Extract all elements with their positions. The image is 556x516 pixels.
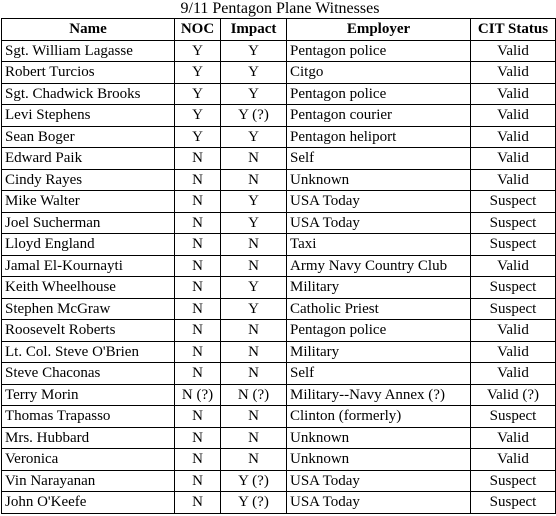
employer-cell: Unknown [287,169,471,191]
table-row [2,148,556,170]
noc-cell: N [175,427,221,449]
cit-status-cell: Valid (?) [471,384,556,406]
name-cell: Roosevelt Roberts [2,320,175,342]
noc-cell: N [175,320,221,342]
column-header-impact: Impact [221,19,287,41]
noc-cell: N [175,492,221,514]
table-row [2,40,556,62]
name-cell: Mike Walter [2,191,175,213]
table-row [2,406,556,428]
name-cell: Sgt. Chadwick Brooks [2,83,175,105]
noc-cell: N [175,449,221,471]
table-row [2,449,556,471]
cit-status-cell: Suspect [471,234,556,256]
cit-status-cell: Suspect [471,470,556,492]
name-cell: Veronica [2,449,175,471]
cit-status-cell: Valid [471,105,556,127]
employer-cell: Taxi [287,234,471,256]
cit-status-cell: Suspect [471,298,556,320]
table-row [2,62,556,84]
table-row [2,427,556,449]
employer-cell: Pentagon police [287,83,471,105]
cit-status-cell: Suspect [471,212,556,234]
column-header-cit-status: CIT Status [471,19,556,41]
impact-cell: Y (?) [221,492,287,514]
cit-status-cell: Valid [471,320,556,342]
cit-status-cell: Valid [471,126,556,148]
name-cell: Lt. Col. Steve O'Brien [2,341,175,363]
employer-cell: USA Today [287,212,471,234]
noc-cell: Y [175,126,221,148]
name-cell: Joel Sucherman [2,212,175,234]
name-cell: Sean Boger [2,126,175,148]
name-cell: Jamal El-Kournayti [2,255,175,277]
noc-cell: N [175,255,221,277]
employer-cell: Army Navy Country Club [287,255,471,277]
impact-cell: N [221,320,287,342]
employer-cell: Clinton (formerly) [287,406,471,428]
cit-status-cell: Suspect [471,406,556,428]
column-header-noc: NOC [175,19,221,41]
table-row [2,363,556,385]
table-row [2,298,556,320]
employer-cell: USA Today [287,492,471,514]
cit-status-cell: Valid [471,341,556,363]
column-header-employer: Employer [287,19,471,41]
impact-cell: Y [221,191,287,213]
impact-cell: N [221,406,287,428]
impact-cell: Y (?) [221,470,287,492]
noc-cell: Y [175,40,221,62]
employer-cell: Military [287,277,471,299]
name-cell: Thomas Trapasso [2,406,175,428]
cit-status-cell: Valid [471,40,556,62]
table-row [2,212,556,234]
noc-cell: N [175,191,221,213]
impact-cell: Y [221,40,287,62]
table-title: 9/11 Pentagon Plane Witnesses [180,0,380,17]
noc-cell: N [175,298,221,320]
impact-cell: N [221,234,287,256]
impact-cell: Y [221,212,287,234]
table-row [2,320,556,342]
employer-cell: Pentagon courier [287,105,471,127]
name-cell: Robert Turcios [2,62,175,84]
cit-status-cell: Valid [471,169,556,191]
table-row [2,470,556,492]
noc-cell: N [175,148,221,170]
cit-status-cell: Suspect [471,191,556,213]
table-row [2,255,556,277]
impact-cell: Y (?) [221,105,287,127]
noc-cell: N [175,470,221,492]
table-row [2,191,556,213]
name-cell: Lloyd England [2,234,175,256]
employer-cell: Unknown [287,449,471,471]
employer-cell: Citgo [287,62,471,84]
table-row [2,492,556,514]
cit-status-cell: Valid [471,427,556,449]
noc-cell: N [175,234,221,256]
table-row [2,234,556,256]
table-row [2,126,556,148]
impact-cell: N [221,148,287,170]
table-row [2,83,556,105]
noc-cell: Y [175,83,221,105]
impact-cell: N [221,341,287,363]
table-row [2,384,556,406]
name-cell: Levi Stephens [2,105,175,127]
impact-cell: Y [221,83,287,105]
name-cell: Keith Wheelhouse [2,277,175,299]
impact-cell: Y [221,298,287,320]
employer-cell: Military--Navy Annex (?) [287,384,471,406]
employer-cell: USA Today [287,191,471,213]
name-cell: Mrs. Hubbard [2,427,175,449]
name-cell: John O'Keefe [2,492,175,514]
name-cell: Stephen McGraw [2,298,175,320]
noc-cell: N [175,363,221,385]
impact-cell: N [221,255,287,277]
noc-cell: N [175,341,221,363]
table-row [2,169,556,191]
name-cell: Steve Chaconas [2,363,175,385]
name-cell: Cindy Rayes [2,169,175,191]
noc-cell: N (?) [175,384,221,406]
cit-status-cell: Valid [471,449,556,471]
noc-cell: Y [175,105,221,127]
cit-status-cell: Valid [471,148,556,170]
employer-cell: Pentagon police [287,320,471,342]
impact-cell: Y [221,277,287,299]
name-cell: Vin Narayanan [2,470,175,492]
employer-cell: Self [287,148,471,170]
employer-cell: USA Today [287,470,471,492]
employer-cell: Unknown [287,427,471,449]
noc-cell: N [175,212,221,234]
name-cell: Edward Paik [2,148,175,170]
name-cell: Terry Morin [2,384,175,406]
cit-status-cell: Valid [471,83,556,105]
noc-cell: N [175,277,221,299]
noc-cell: N [175,406,221,428]
employer-cell: Pentagon police [287,40,471,62]
impact-cell: Y [221,126,287,148]
impact-cell: Y [221,62,287,84]
cit-status-cell: Suspect [471,492,556,514]
employer-cell: Military [287,341,471,363]
table-row [2,277,556,299]
employer-cell: Catholic Priest [287,298,471,320]
witness-table [1,18,556,514]
table-row [2,105,556,127]
impact-cell: N [221,169,287,191]
name-cell: Sgt. William Lagasse [2,40,175,62]
table-row [2,341,556,363]
cit-status-cell: Suspect [471,277,556,299]
column-header-name: Name [2,19,175,41]
impact-cell: N [221,363,287,385]
cit-status-cell: Valid [471,62,556,84]
cit-status-cell: Valid [471,255,556,277]
impact-cell: N [221,449,287,471]
header-row [2,19,556,41]
impact-cell: N [221,427,287,449]
employer-cell: Pentagon heliport [287,126,471,148]
noc-cell: Y [175,62,221,84]
employer-cell: Self [287,363,471,385]
cit-status-cell: Valid [471,363,556,385]
impact-cell: N (?) [221,384,287,406]
noc-cell: N [175,169,221,191]
